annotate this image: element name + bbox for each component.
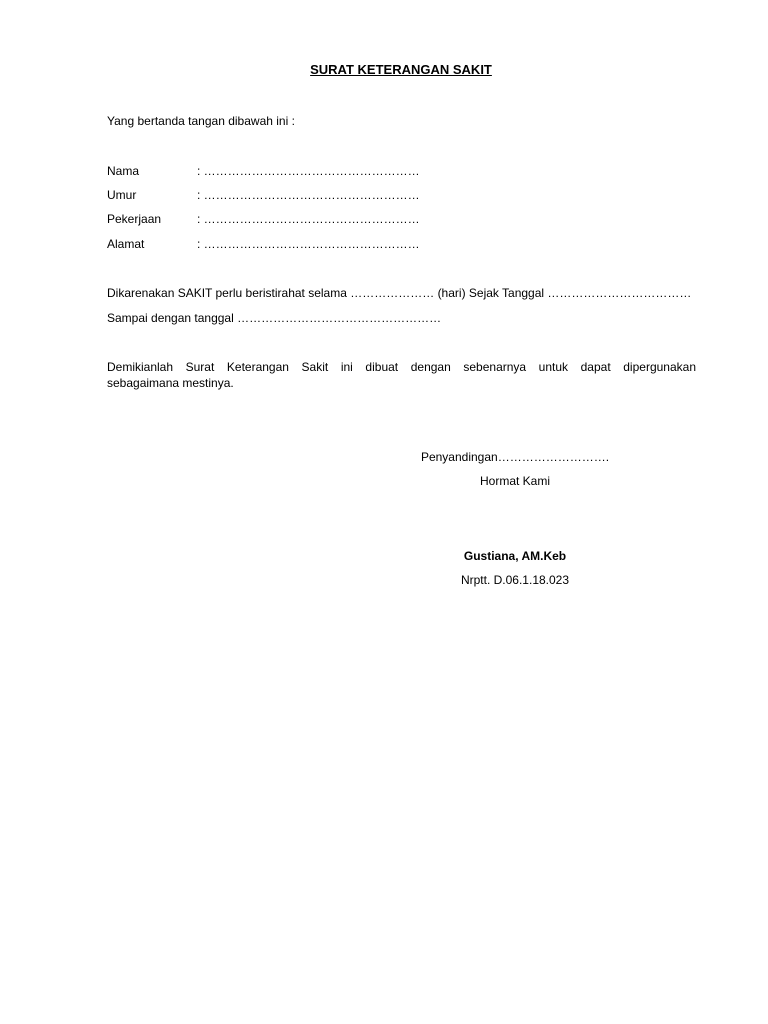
field-label-nama: Nama — [107, 164, 140, 178]
field-value-nama: : ……………………………………………… — [197, 164, 420, 178]
intro-text: Yang bertanda tangan dibawah ini : — [107, 114, 295, 128]
field-label-pekerjaan: Pekerjaan — [107, 212, 162, 226]
signatory-id-number: Nrptt. D.06.1.18.023 — [460, 573, 570, 587]
sick-period-line: Dikarenakan SAKIT perlu beristirahat selama ………………… (hari) Sejak Tanggal ……………………………… — [107, 286, 692, 300]
sick-until-line: Sampai dengan tanggal …………………………………………… — [107, 311, 442, 325]
closing-paragraph-line-2: sebagaimana mestinya. — [107, 376, 234, 390]
document-title: SURAT KETERANGAN SAKIT — [310, 62, 492, 77]
signatory-name: Gustiana, AM.Keb — [463, 549, 567, 563]
field-value-umur: : ……………………………………………… — [197, 188, 420, 202]
field-value-alamat: : ……………………………………………… — [197, 237, 420, 251]
field-label-alamat: Alamat — [107, 237, 145, 251]
closing-paragraph-line-1: Demikianlah Surat Keterangan Sakit ini dibuat dengan sebenarnya untuk dapat dipergunakan — [107, 360, 696, 374]
signature-regards: Hormat Kami — [479, 474, 550, 488]
signature-place: Penyandingan………………………. — [420, 450, 610, 464]
field-label-umur: Umur — [107, 188, 137, 202]
field-value-pekerjaan: : ……………………………………………… — [197, 212, 420, 226]
